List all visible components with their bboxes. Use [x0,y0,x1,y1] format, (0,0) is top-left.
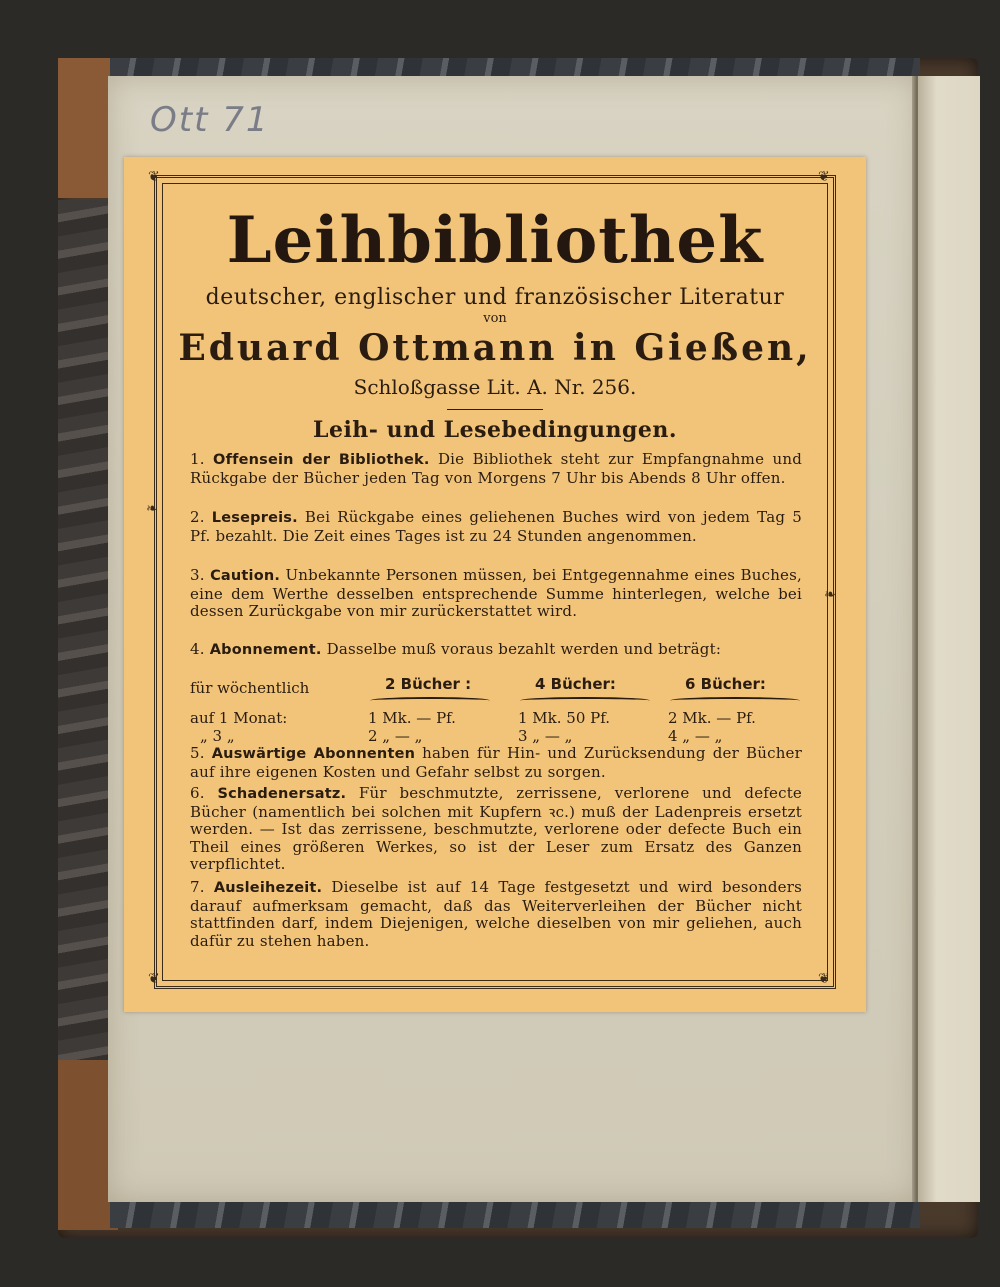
library-label [124,157,866,1012]
table-col-header: 4 Bücher: [535,675,616,693]
divider [447,409,543,410]
label-owner: Eduard Ottmann in Gießen, [178,327,812,369]
table-cell: 2 Mk. — Pf. [668,709,756,727]
table-col-header: 6 Bücher: [685,675,766,693]
table-cell: 2 „ — „ [368,727,423,745]
table-brace [670,697,800,704]
frame-ornament-icon: ❦ [148,971,160,987]
label-subtitle: deutscher, englischer und französischer Literatur [205,285,785,310]
table-row-label: auf 1 Monat: [190,709,288,727]
table-brace [370,697,490,704]
rule-7: 7. Ausleihezeit. Dieselbe ist auf 14 Tage festgesetzt und wird besonders darauf aufmerksam gemacht, daß das Weiterverleihen der Bücher nicht stattfinden darf, indem Diejenigen, welche dieselben von mir geliehen, auch dafür zu stehen haben. [190,878,802,950]
marbled-board-top [110,58,920,78]
rule-5: 5. Auswärtige Abonnenten haben für Hin- und Zurücksendung der Bücher auf ihre eigenen Kosten und Gefahr selbst zu sorgen. [190,744,802,781]
table-cell: 4 „ — „ [668,727,723,745]
frame-ornament-icon: ❧ [824,587,836,603]
rule-4: 4. Abonnement. Dasselbe muß voraus bezahlt werden und beträgt: [190,640,722,658]
frame-ornament-icon: ❦ [818,169,830,185]
frame-ornament-icon: ❧ [146,501,158,517]
frame-ornament-icon: ❦ [148,169,160,185]
shelfmark: Ott 71 [150,100,270,140]
rule-2: 2. Lesepreis. Bei Rückgabe eines geliehenen Buches wird von jedem Tag 5 Pf. bezahlt. Die Zeit eines Tages ist zu 24 Stunden angenommen. [190,508,802,545]
marbled-board-edge [58,200,110,1060]
table-cell: 1 Mk. 50 Pf. [518,709,611,727]
label-title: Leihbibliothek [226,203,764,278]
rule-1: 1. Offensein der Bibliothek. Die Bibliothek steht zur Empfangnahme und Rückgabe der Bücher jeden Tag von Morgens 7 Uhr bis Abends 8 Uhr offen. [190,450,803,487]
table-cell: 1 Mk. — Pf. [368,709,456,727]
table-brace [520,697,650,704]
facing-page [918,76,980,1202]
rule-3: 3. Caution. Unbekannte Personen müssen, bei Entgegennahme eines Buches, eine dem Werthe desselben entsprechende Summe hinterlegen, welche bei dessen Zurückgabe von mir zurückerstattet wird. [190,566,803,620]
label-von: von [483,311,507,326]
frame-ornament-icon: ❦ [818,971,830,987]
table-col-header: 2 Bücher : [385,675,472,693]
table-row-label: „ 3 „ [200,727,235,745]
label-address: Schloßgasse Lit. A. Nr. 256. [353,375,637,399]
table-row-head: für wöchentlich [190,679,310,697]
table-cell: 3 „ — „ [518,727,573,745]
marbled-board-bottom [110,1200,920,1228]
rule-6: 6. Schadenersatz. Für beschmutzte, zerrissene, verlorene und defecte Bücher (namentlich bei solchen mit Kupfern ꝛc.) muß der Ladenpreis ersetzt werden. — Ist das zerrissene, beschmutzte, verlorene oder defecte Buch ein Theil eines größeren Werkes, so ist der Leser zum Ersatz des Ganzen verpflichtet. [190,784,803,873]
conditions-heading: Leih- und Lesebedingungen. [312,417,677,443]
